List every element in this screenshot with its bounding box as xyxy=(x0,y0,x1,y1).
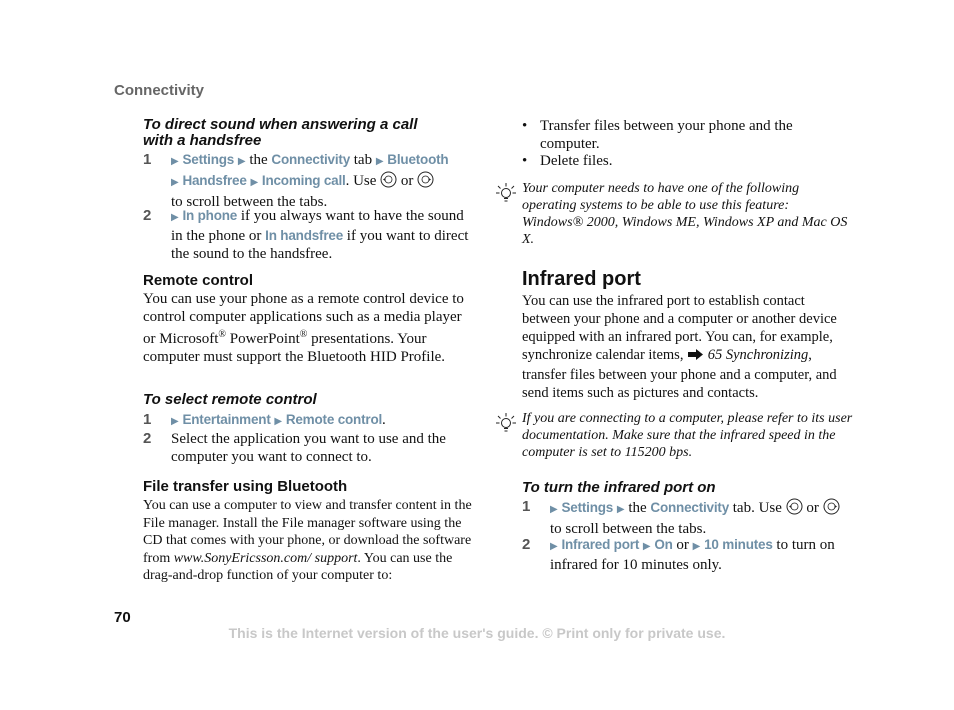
lightbulb-tip-icon xyxy=(495,411,517,435)
infrared-step-1 xyxy=(522,498,854,538)
step-text: to scroll between the tabs. xyxy=(550,521,707,537)
registered-mark: ® xyxy=(218,329,227,340)
right-triangle-icon: ▶ xyxy=(616,504,625,515)
step-number: 1 xyxy=(522,498,531,515)
step-text: or xyxy=(397,173,418,189)
step-text: the xyxy=(624,500,651,516)
right-triangle-icon: ▶ xyxy=(550,504,558,515)
paragraph-text: You can use a computer to view and transfer content in the File manager. Install the File manager software using the CD that comes with your phone, or download the software from xyxy=(143,498,472,566)
paragraph-text: presentations. Your computer must support the Bluetooth HID Profile. xyxy=(143,331,446,365)
bullet-text: Transfer files between your phone and the computer. xyxy=(540,118,793,152)
remote-control-heading: Remote control xyxy=(143,272,254,289)
step-text: . xyxy=(382,412,386,428)
bullet-text: Delete files. xyxy=(540,153,613,169)
menu-infrared-port: Infrared port xyxy=(561,537,640,552)
handsfree-step-1 xyxy=(143,151,473,211)
step-text: tab xyxy=(350,152,376,168)
handsfree-step-2 xyxy=(143,207,473,263)
registered-mark: ® xyxy=(299,329,308,340)
paragraph-text: You can use your phone as a remote control device to control computer applications such as a media player or Microsoft xyxy=(143,291,464,347)
right-triangle-icon: ▶ xyxy=(274,416,283,427)
infrared-step-2 xyxy=(522,536,854,574)
right-triangle-icon: ▶ xyxy=(171,416,179,427)
menu-settings: Settings xyxy=(182,152,235,167)
menu-in-handsfree: In handsfree xyxy=(265,228,344,243)
menu-connectivity: Connectivity xyxy=(650,500,730,515)
menu-remote-control: Remote control xyxy=(285,412,383,427)
section-header: Connectivity xyxy=(114,82,205,99)
nav-right-icon xyxy=(823,498,840,520)
step-text: tab. Use xyxy=(729,500,786,516)
step-text: the xyxy=(245,152,272,168)
right-triangle-icon: ▶ xyxy=(642,541,651,552)
right-triangle-icon: ▶ xyxy=(171,177,179,188)
menu-10-minutes: 10 minutes xyxy=(704,537,773,552)
step-text: or xyxy=(802,500,823,516)
website-link[interactable]: www.SonyEricsson.com/ support xyxy=(173,550,358,566)
bullet-item xyxy=(522,117,852,153)
file-transfer-heading: File transfer using Bluetooth xyxy=(143,478,348,495)
page-number: 70 xyxy=(114,609,131,626)
right-triangle-icon: ▶ xyxy=(237,156,246,167)
select-remote-step-1 xyxy=(143,411,473,431)
right-triangle-icon: ▶ xyxy=(171,212,179,223)
infrared-port-heading: Infrared port xyxy=(522,268,641,290)
step-number: 1 xyxy=(143,151,152,168)
nav-right-icon xyxy=(417,171,434,193)
footer-disclaimer xyxy=(0,625,954,641)
bullet-dot: • xyxy=(522,118,528,134)
step-number: 2 xyxy=(143,207,152,224)
step-number: 2 xyxy=(522,536,531,553)
right-triangle-icon: ▶ xyxy=(250,177,259,188)
file-transfer-paragraph xyxy=(143,497,473,585)
step-text: if you want to direct the sound to the handsfree. xyxy=(171,228,469,262)
right-triangle-icon: ▶ xyxy=(692,541,701,552)
step-number: 1 xyxy=(143,411,152,428)
nav-left-icon xyxy=(380,171,397,193)
handsfree-heading: To direct sound when answering a call with a handsfree xyxy=(143,116,418,149)
os-requirement-note: Your computer needs to have one of the following operating systems to be able to use this feature: Windows® 2000, Windows ME, Windows XP and Mac OS X. xyxy=(522,181,848,247)
turn-on-infrared-heading: To turn the infrared port on xyxy=(522,479,716,496)
step-text: or xyxy=(672,537,693,553)
remote-control-paragraph xyxy=(143,290,473,366)
infrared-speed-note: If you are connecting to a computer, please refer to its user documentation. Make sure that the infrared speed in the computer is set to 115200 bps. xyxy=(522,411,853,460)
menu-bluetooth: Bluetooth xyxy=(387,152,449,167)
bullet-item xyxy=(522,152,852,170)
step-text: if you always want to have the sound in the phone or xyxy=(171,208,464,244)
lightbulb-tip-icon xyxy=(495,181,517,205)
right-triangle-icon: ▶ xyxy=(550,541,558,552)
right-triangle-icon: ▶ xyxy=(171,156,179,167)
menu-incoming-call: Incoming call xyxy=(261,173,346,188)
footer-text: This is the Internet version of the user's guide. © Print only for private use. xyxy=(228,625,726,641)
paragraph-text: , transfer files between your phone and a computer, and send items such as pictures and contacts. xyxy=(522,347,837,401)
infrared-paragraph xyxy=(522,292,854,402)
step-text: to turn on infrared for 10 minutes only. xyxy=(550,537,835,573)
step-text: to scroll between the tabs. xyxy=(171,194,328,210)
paragraph-text: . You can use the drag-and-drop function of your computer to: xyxy=(143,550,453,583)
cross-reference-arrow-icon xyxy=(687,348,704,366)
bullet-dot: • xyxy=(522,153,528,169)
menu-settings: Settings xyxy=(561,500,614,515)
select-remote-step-2 xyxy=(143,430,473,466)
right-triangle-icon: ▶ xyxy=(375,156,384,167)
menu-handsfree: Handsfree xyxy=(182,173,247,188)
paragraph-text: PowerPoint xyxy=(226,331,300,347)
menu-on: On xyxy=(654,537,673,552)
menu-connectivity: Connectivity xyxy=(271,152,351,167)
step-text: . Use xyxy=(345,173,381,189)
menu-entertainment: Entertainment xyxy=(182,412,271,427)
nav-left-icon xyxy=(786,498,803,520)
paragraph-text: You can use the infrared port to establish contact between your phone and a computer or another device equipped with an infrared port. You can, for example, synchronize calendar items, xyxy=(522,293,837,363)
select-remote-heading: To select remote control xyxy=(143,391,317,408)
step-number: 2 xyxy=(143,430,152,447)
step-text: Select the application you want to use and the computer you want to connect to. xyxy=(171,431,446,465)
menu-in-phone: In phone xyxy=(182,208,238,223)
cross-reference-link[interactable]: 65 Synchronizing xyxy=(707,347,809,363)
